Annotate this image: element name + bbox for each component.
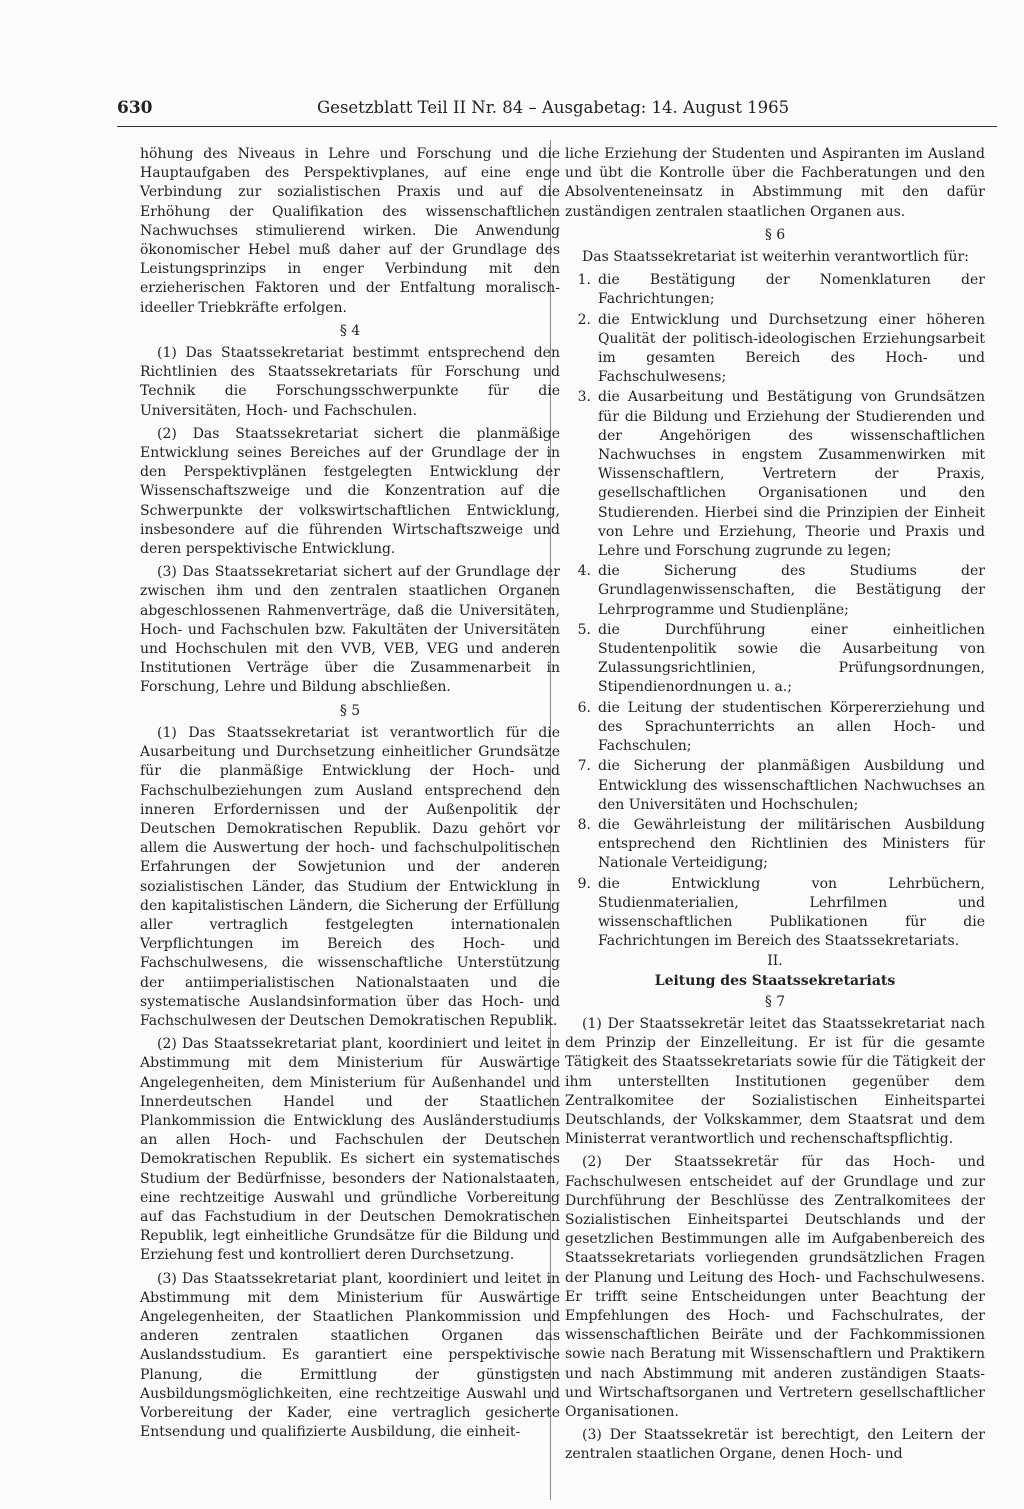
section-heading-5: § 5 (339, 702, 361, 719)
paragraph-continuation: liche Erziehung der Studenten und Aspiranten im Ausland und übt die Kontrolle über die Fachberatungen und den Absolventeneinsatz in Abstimmung mit den dafür zuständigen zentralen staatlichen Organen aus. (565, 146, 985, 220)
list-text: die Entwicklung von Lehrbüchern, Studienmaterialien, Lehrfilmen und wissenschaftlichen Publikationen für die Fachrichtungen im Bereich des Staatssekretariats. (598, 875, 985, 950)
list-number: 9. (577, 875, 591, 892)
section-heading-6: § 6 (764, 226, 786, 243)
list-text: die Gewährleistung der militärischen Ausbildung entsprechend den Richtlinien des Ministers für Nationale Verteidigung; (598, 816, 985, 872)
list-item (565, 699, 985, 757)
right-column (565, 145, 985, 1469)
list-item (565, 562, 985, 620)
list-item (565, 388, 985, 561)
list-text: die Sicherung der planmäßigen Ausbildung und Entwicklung des wissenschaftlichen Nachwuchses an den Universitäten und Hochschulen; (598, 758, 985, 813)
page-header (117, 94, 997, 127)
running-title: Gesetzblatt Teil II Nr. 84 – Ausgabetag: 14. August 1965 (317, 98, 790, 117)
list-text: die Leitung der studentischen Körpererziehung und des Sprachunterrichts an allen Hoch- und Fachschulen; (598, 699, 985, 755)
paragraph-4-2: (2) Das Staatssekretariat sichert die planmäßige Entwicklung seines Bereiches auf der Grundlage der in den Perspektivplänen festgelegten Entwicklung der Wissenschaftszweige und die Konzentration auf die Schwerpunkte der volkswirtschaftlichen Entwicklung, insbesondere auf die führenden Wirtschaftszweige und deren perspektivische Entwicklung. (140, 425, 560, 558)
list-number: 2. (577, 311, 591, 328)
list-item (565, 271, 985, 309)
list-number: 8. (577, 816, 591, 833)
list-text: die Sicherung des Studiums der Grundlagenwissenschaften, die Bestätigung der Lehrprogramme und Studienpläne; (598, 563, 985, 618)
paragraph-5-2: (2) Das Staatssekretariat plant, koordiniert und leitet in Abstimmung mit dem Ministerium für Auswärtige Angelegenheiten, dem Ministerium für Außenhandel und Innerdeutschen Handel und der Staatlichen Plankommission die Entwicklung des Ausländerstudiums an allen Hoch- und Fachschulen der Deutschen Demokratischen Republik. Es sichert ein systematisches Studium der Bedürfnisse, besonders der Nationalstaaten, eine rechtzeitige Auswahl und gründliche Vorbereitung auf das Fachstudium in der Deutschen Demokratischen Republik, legt einheitliche Grundsätze für die Bildung und Erziehung fest und kontrolliert deren Durchsetzung. (140, 1036, 560, 1264)
list-item (565, 816, 985, 874)
paragraph-5-3: (3) Das Staatssekretariat plant, koordiniert und leitet in Abstimmung mit dem Ministerium für Auswärtige Angelegenheiten, der Staatlichen Plankommission und anderen zentralen staatlichen Organen das Auslandsstudium. Es garantiert eine perspektivische Planung, die Ermittlung der günstigsten Ausbildungsmöglichkeiten, eine rechtzeitige Auswahl und Vorbereitung der Kader, eine vertraglich gesicherte Entsendung und qualifizierte Ausbildung, die einheit- (140, 1270, 560, 1441)
left-column (140, 145, 560, 1446)
list-item (565, 757, 985, 815)
paragraph-7-2: (2) Der Staatssekretär für das Hoch- und Fachschulwesen entscheidet auf der Grundlage und zur Durchführung der Beschlüsse des Zentralkomitees der Sozialistischen Einheitspartei Deutschlands und der gesetzlichen Bestimmungen alle im Aufgabenbereich des Staatssekretariats vorliegenden grundsätzlichen Fragen der Planung und Leitung des Hoch- und Fachschulwesens. Er trifft seine Entscheidungen unter Beachtung der Empfehlungen des Hoch- und Fachschulrates, der wissenschaftlichen Beiräte und der Fachkommissionen sowie nach Beratung mit Wissenschaftlern und Praktikern und nach Abstimmung mit anderen zuständigen Staats- und Wirtschaftsorganen und Vertretern gesellschaftlicher Organisationen. (565, 1154, 985, 1420)
page-number: 630 (117, 98, 153, 118)
responsibility-list (565, 271, 985, 951)
section-heading-7: § 7 (764, 993, 786, 1010)
list-text: die Entwicklung und Durchsetzung einer höheren Qualität der politisch-ideologischen Erziehungsarbeit im gesamten Bereich des Hoch- und Fachschulwesens; (598, 311, 985, 386)
paragraph-4-3: (3) Das Staatssekretariat sichert auf der Grundlage der zwischen ihm und den zentralen staatlichen Organen abgeschlossenen Rahmenverträge, daß die Universitäten, Hoch- und Fachschulen bzw. Fakultäten der Universitäten und Hochschulen mit den VVB, VEB, VEG und anderen Institutionen Verträge über die Zusammenarbeit in Forschung, Lehre und Bildung abschließen. (140, 564, 560, 696)
part-numeral: II. (767, 953, 783, 970)
paragraph-continuation: höhung des Niveaus in Lehre und Forschung und die Hauptaufgaben des Perspektivplanes, auf eine enge Verbindung zur sozialistischen Praxis und auf die Erhöhung der Qualifikation des wissenschaftlichen Nachwuchses stimulierend wirken. Die Anwendung ökonomischer Hebel muß daher auf der Grundlage des Leistungsprinzips in enger Verbindung mit den erzieherischen Faktoren und der Entfaltung moralisch-ideeller Triebkräfte erfolgen. (140, 146, 560, 316)
list-text: die Bestätigung der Nomenklaturen der Fachrichtungen; (598, 272, 985, 308)
paragraph-6-intro: Das Staatssekretariat ist weiterhin verantwortlich für: (582, 249, 969, 266)
list-number: 4. (577, 563, 591, 580)
paragraph-7-3: (3) Der Staatssekretär ist berechtigt, den Leitern der zentralen staatlichen Organe, denen Hoch- und (565, 1427, 985, 1463)
list-number: 6. (577, 699, 591, 716)
paragraph-5-1: (1) Das Staatssekretariat ist verantwortlich für die Ausarbeitung und Durchsetzung einheitlicher Grundsätze für die planmäßige Entwicklung der Hoch- und Fachschulbeziehungen zum Ausland entsprechend den inneren Erfordernissen und der Außenpolitik der Deutschen Demokratischen Republik. Dazu gehört vor allem die Auswertung der hoch- und fachschulpolitischen Erfahrungen der Sowjetunion und der anderen sozialistischen Länder, das Studium der Entwicklung in den kapitalistischen Ländern, die Sicherung der Erfüllung aller vertraglich festgelegten internationalen Verpflichtungen im Bereich des Hoch- und Fachschulwesens, die wissenschaftliche Unterstützung der antiimperialistischen Nationalstaaten und die systematische Auslandsinformation über das Hoch- und Fachschulwesen der Deutschen Demokratischen Republik. (140, 724, 560, 1029)
list-text: die Ausarbeitung und Bestätigung von Grundsätzen für die Bildung und Erziehung der Studierenden und der Angehörigen des wissenschaftlichen Nachwuchses in engstem Zusammenwirken mit Wissenschaftlern, Vertretern der Praxis, gesellschaftlichen Organisationen und den Studierenden. Hierbei sind die Prinzipien der Einheit von Lehre und Erziehung, Theorie und Praxis und Lehre und Forschung zugrunde zu legen; (598, 389, 985, 560)
paragraph-4-1: (1) Das Staatssekretariat bestimmt entsprechend den Richtlinien des Staatssekretariats für Forschung und Technik die Forschungsschwerpunkte für die Universitäten, Hoch- und Fachschulen. (140, 345, 560, 419)
paragraph-7-1: (1) Der Staatssekretär leitet das Staatssekretariat nach dem Prinzip der Einzelleitung. Er ist für die gesamte Tätigkeit des Staatssekretariats sowie für die Tätigkeit der ihm unterstellten Institutionen gegenüber dem Zentralkomitee der Sozialistischen Einheitspartei Deutschlands, der Volkskammer, dem Staatsrat und dem Ministerrat verantwortlich und rechenschaftspflichtig. (565, 1015, 985, 1148)
list-number: 7. (577, 758, 591, 775)
list-number: 1. (577, 272, 591, 289)
list-item (565, 875, 985, 952)
list-text: die Durchführung einer einheitlichen Studentenpolitik sowie die Ausarbeitung von Zulassungsrichtlinien, Prüfungsordnungen, Stipendienordnungen u. a.; (598, 621, 985, 696)
list-item (565, 311, 985, 388)
section-heading-4: § 4 (339, 322, 361, 339)
list-number: 3. (577, 389, 591, 406)
list-item (565, 621, 985, 698)
list-number: 5. (577, 621, 591, 638)
part-title: Leitung des Staatssekretariats (654, 972, 896, 989)
